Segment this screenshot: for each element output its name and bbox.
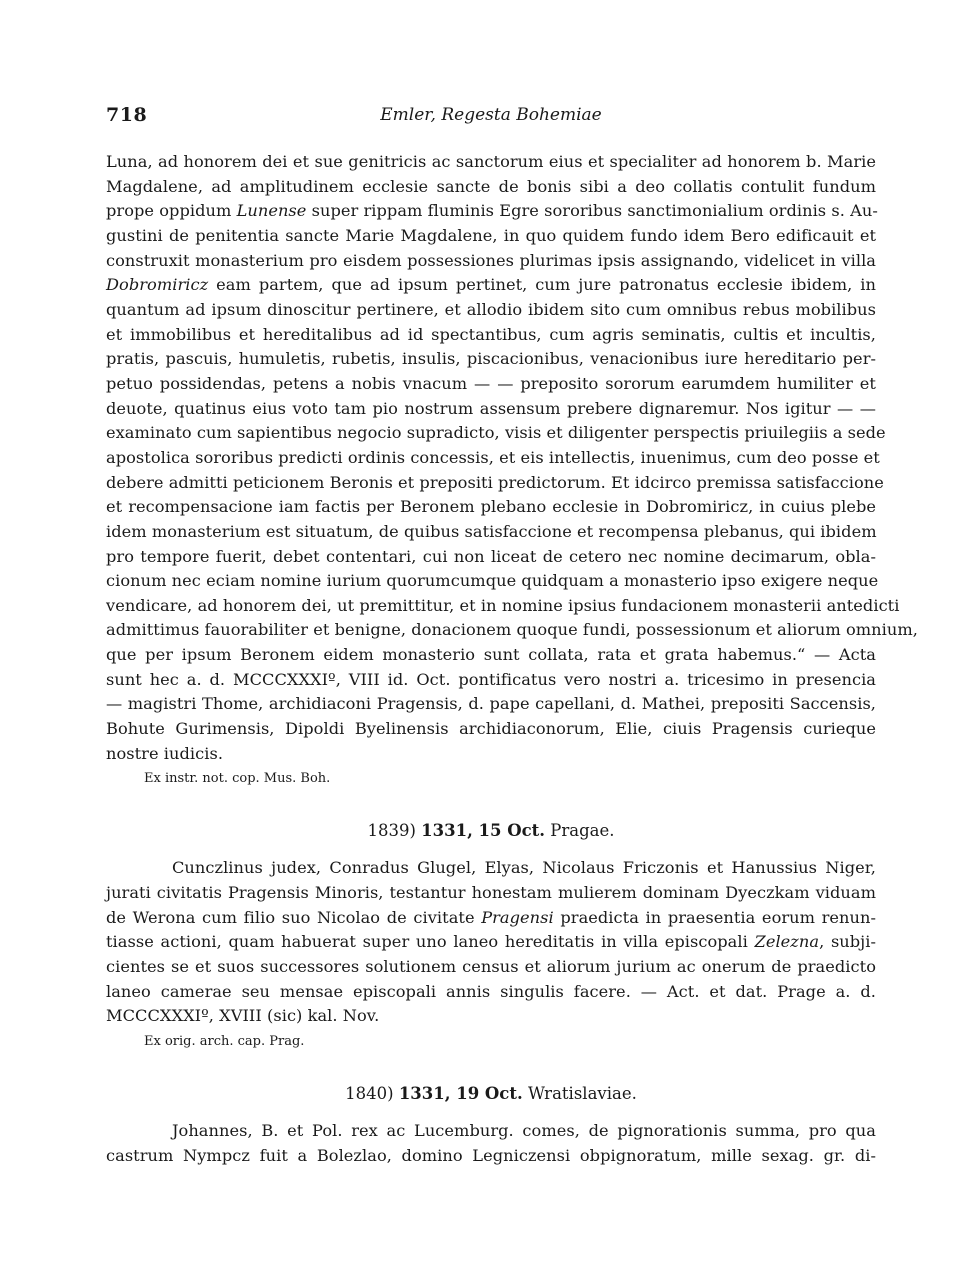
text-line: laneo camerae seu mensae episcopali annis singulis facere. — Act. et dat. Prage a. d. — [106, 981, 876, 1001]
text-line: quantum ad ipsum dinoscitur pertinere, et allodio ibidem sito cum omnibus rebus mobilibus — [106, 299, 876, 319]
text-line: debere admitti peticionem Beronis et prepositi predictorum. Et idcirco premissa satisfaccione — [106, 472, 884, 492]
text-line: tiasse actioni, quam habuerat super uno laneo hereditatis in villa episcopali Zelezna, subji- — [106, 932, 876, 952]
entry-number: 1839) — [367, 821, 416, 841]
entry-date: 1331, 19 Oct. — [398, 1084, 523, 1103]
entry-place: Pragae. — [550, 821, 615, 841]
text-line: prope oppidum Lunense super rippam fluminis Egre sororibus sanctimonialium ordinis s. Au- — [106, 201, 878, 221]
source-note-1839: Ex orig. arch. cap. Prag. — [144, 1034, 305, 1049]
text-line: nostre iudicis. — [106, 743, 224, 763]
text-line: que per ipsum Beronem eidem monasterio sunt collata, rata et grata habemus.“ — Acta — [106, 645, 876, 665]
text-line: Magdalene, ad amplitudinem ecclesie sancte de bonis sibi a deo collatis contulit fundum — [106, 176, 876, 196]
entry-place: Wratislaviae. — [527, 1084, 637, 1103]
text-line: Johannes, B. et Pol. rex ac Lucemburg. comes, de pignorationis summa, pro qua — [172, 1121, 876, 1140]
text-line: Luna, ad honorem dei et sue genitricis ac sanctorum eius et specialiter ad honorem b. Marie — [106, 152, 876, 171]
text-line: cionum nec eciam nomine iurium quorumcumque quidquam a monasterio ipso exigere neque — [106, 571, 879, 591]
text-line: jurati civitatis Pragensis Minoris, testantur honestam mulierem dominam Dyeczkam viduam — [106, 883, 876, 903]
text-line: et recompensacione iam factis per Beronem plebano ecclesie in Dobromiricz, in cuius plebe — [106, 497, 876, 517]
document-page — [106, 104, 918, 1168]
text-line: Cunczlinus judex, Conradus Glugel, Elyas, Nicolaus Friczonis et Hanussius Niger, — [172, 858, 876, 878]
entry-1838-continuation — [106, 150, 918, 766]
text-line: cientes se et suos successores solutionem census et aliorum jurium ac onerum de praedicto — [106, 957, 876, 977]
entry-1840-text — [106, 1119, 876, 1168]
text-line: — magistri Thome, archidiaconi Pragensis, d. pape capellani, d. Mathei, prepositi Saccensis, — [106, 694, 876, 714]
source-note-1838: Ex instr. not. cop. Mus. Boh. — [144, 771, 331, 787]
text-line: idem monasterium est situatum, de quibus satisfaccione et recompensa plebanus, qui ibidem — [106, 521, 877, 541]
text-line: MCCCXXXIº, XVIII (sic) kal. Nov. — [106, 1006, 380, 1026]
entry-heading-1839 — [106, 820, 876, 842]
text-line: vendicare, ad honorem dei, ut premittitur, et in nomine ipsius fundacionem monasterii antedicti — [106, 595, 900, 615]
text-line: Dobromiricz eam partem, que ad ipsum pertinet, cum jure patronatus ecclesie ibidem, in — [106, 275, 876, 295]
text-line: castrum Nympcz fuit a Bolezlao, domino Legniczensi obpignoratum, mille sexag. gr. di- — [106, 1145, 876, 1165]
text-line: sunt hec a. d. MCCCXXXIº, VIII id. Oct. pontificatus vero nostri a. tricesimo in presencia — [106, 669, 876, 689]
text-line: admittimus fauorabiliter et benigne, donacionem quoque fundi, possessionum et aliorum omnium, — [106, 620, 918, 640]
page-header — [106, 104, 876, 134]
text-line: petuo possidendas, petens a nobis vnacum — — preposito sororum earumdem humiliter et — [106, 373, 876, 393]
italic-name: Zelezna — [754, 932, 820, 952]
text-line: gustini de penitentia sancte Marie Magdalene, in quo quidem fundo idem Bero edificauit et — [106, 225, 876, 245]
entry-number: 1840) — [345, 1084, 394, 1103]
text-line: examinato cum sapientibus negocio supradicto, visis et diligenter perspectis priuilegiis a sede — [106, 423, 886, 443]
running-title: Emler, Regesta Bohemiae — [380, 105, 602, 125]
text-line: de Werona cum filio suo Nicolao de civitate Pragensi praedicta in praesentia eorum renun- — [106, 907, 877, 927]
entry-1839-text — [106, 856, 876, 1029]
entry-heading-1840 — [106, 1083, 876, 1105]
italic-name: Pragensi — [481, 907, 554, 927]
text-line: Bohute Gurimensis, Dipoldi Byelinensis archidiaconorum, Elie, ciuis Pragensis curieque — [106, 719, 876, 739]
text-line: pratis, pascuis, humuletis, rubetis, insulis, piscacionibus, venacionibus iure hereditario per- — [106, 349, 876, 369]
entry-date: 1331, 15 Oct. — [421, 821, 546, 841]
text-line: construxit monasterium pro eisdem possessiones plurimas ipsis assignando, videlicet in villa — [106, 250, 876, 270]
italic-name: Lunense — [236, 201, 307, 221]
page-number: 718 — [106, 104, 148, 126]
italic-name: Dobromiricz — [106, 275, 209, 295]
text-line: apostolica sororibus predicti ordinis concessis, et eis intellectis, inuenimus, cum deo posse et — [106, 447, 880, 467]
text-line: et immobilibus et hereditalibus ad id spectantibus, cum agris seminatis, cultis et incultis, — [106, 324, 876, 344]
text-line: deuote, quatinus eius voto tam pio nostrum assensum prebere dignaremur. Nos igitur — — — [106, 398, 876, 418]
text-line: pro tempore fuerit, debet contentari, cui non liceat de cetero nec nomine decimarum, obla- — [106, 546, 876, 566]
